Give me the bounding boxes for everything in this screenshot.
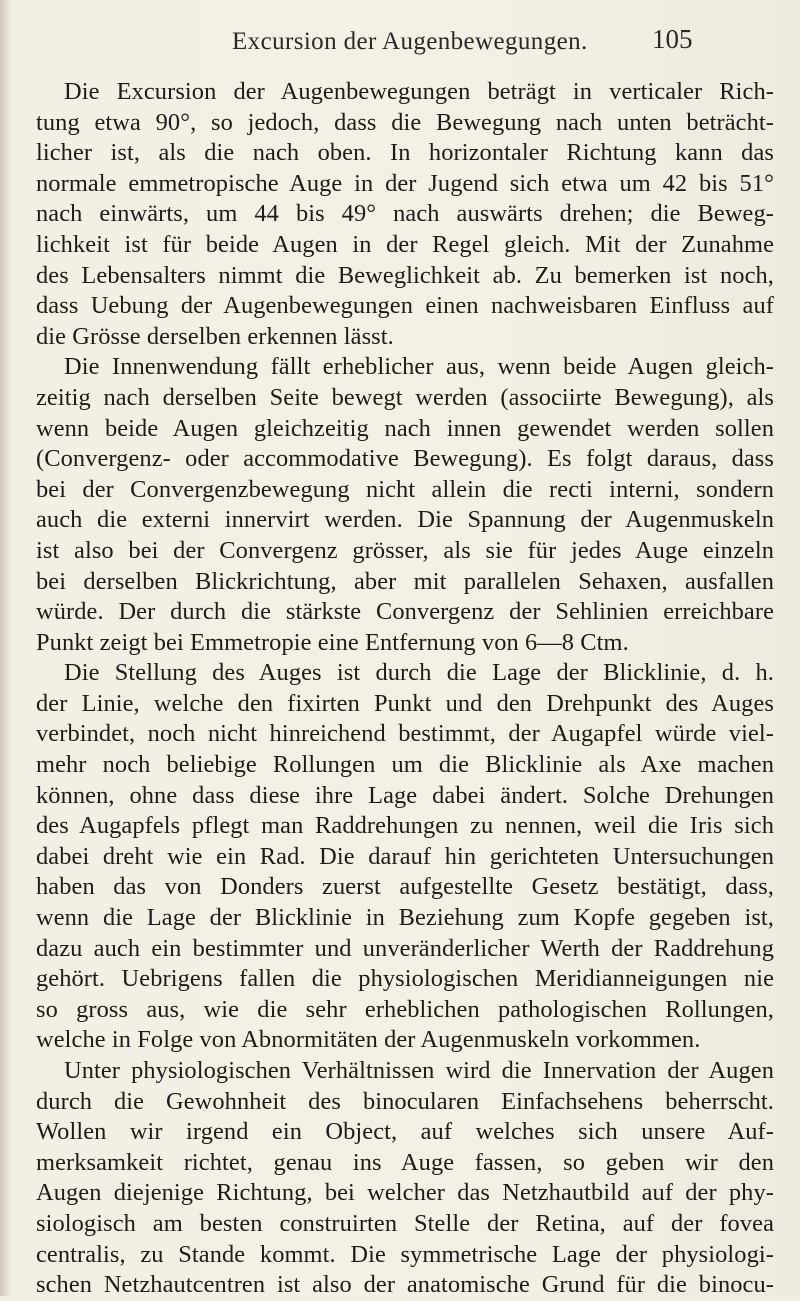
running-head bbox=[0, 24, 800, 64]
text-line: schen Netzhautcentren ist also der anatomische Grund für die binocu- bbox=[36, 1271, 774, 1299]
text-line: können, ohne dass diese ihre Lage dabei ändert. Solche Drehungen bbox=[36, 781, 774, 809]
text-line: centralis, zu Stande kommt. Die symmetrische Lage der physiologi- bbox=[36, 1240, 774, 1268]
text-line: dass Uebung der Augenbewegungen einen nachweisbaren Einfluss auf bbox=[36, 292, 774, 320]
text-line: die Grösse derselben erkennen lässt. bbox=[36, 322, 394, 350]
text-line: Augen diejenige Richtung, bei welcher das Netzhautbild auf der phy- bbox=[36, 1179, 774, 1207]
text-line: bei der Convergenzbewegung nicht allein die recti interni, sondern bbox=[36, 475, 774, 503]
text-line: des Augapfels pflegt man Raddrehungen zu nennen, weil die Iris sich bbox=[36, 812, 774, 840]
text-line: nach einwärts, um 44 bis 49° nach auswärts drehen; die Beweg- bbox=[36, 200, 774, 228]
text-line: der Linie, welche den fixirten Punkt und den Drehpunkt des Auges bbox=[36, 689, 774, 717]
body-text bbox=[36, 77, 774, 1301]
text-line: so gross aus, wie die sehr erheblichen pathologischen Rollungen, bbox=[36, 995, 774, 1023]
text-line: wenn die Lage der Blicklinie in Beziehung zum Kopfe gegeben ist, bbox=[36, 904, 774, 932]
text-line: mehr noch beliebige Rollungen um die Blicklinie als Axe machen bbox=[36, 751, 774, 779]
text-line: lichkeit ist für beide Augen in der Regel gleich. Mit der Zunahme bbox=[36, 230, 774, 258]
gutter-shadow bbox=[0, 0, 10, 1296]
text-line: Unter physiologischen Verhältnissen wird die Innervation der Augen bbox=[64, 1057, 774, 1084]
text-line: auch die externi innervirt werden. Die Spannung der Augenmuskeln bbox=[36, 506, 774, 534]
text-line: Die Stellung des Auges ist durch die Lage der Blicklinie, d. h. bbox=[64, 659, 774, 687]
text-line: Wollen wir irgend ein Object, auf welches sich unsere Auf- bbox=[36, 1118, 774, 1146]
text-line: merksamkeit richtet, genau ins Auge fassen, so geben wir den bbox=[36, 1148, 774, 1176]
text-line: dabei dreht wie ein Rad. Die darauf hin gerichteten Untersuchungen bbox=[36, 842, 774, 870]
text-line: dazu auch ein bestimmter und unveränderlicher Werth der Raddrehung bbox=[36, 934, 774, 962]
text-line: siologisch am besten construirten Stelle der Retina, auf der fovea bbox=[36, 1209, 774, 1237]
running-head-title: Excursion der Augenbewegungen. bbox=[232, 28, 588, 55]
text-line: zeitig nach derselben Seite bewegt werden (associirte Bewegung), als bbox=[36, 383, 774, 411]
text-line: durch die Gewohnheit des binocularen Einfachsehens beherrscht. bbox=[36, 1087, 774, 1115]
text-line: Punkt zeigt bei Emmetropie eine Entfernung von 6—8 Ctm. bbox=[36, 628, 629, 656]
text-line: gehört. Uebrigens fallen die physiologischen Meridianneigungen nie bbox=[36, 965, 774, 993]
page-number: 105 bbox=[652, 24, 693, 54]
text-line: wenn beide Augen gleichzeitig nach innen gewendet werden sollen bbox=[36, 414, 774, 442]
text-line: Die Innenwendung fällt erheblicher aus, wenn beide Augen gleich- bbox=[64, 353, 774, 381]
text-line: licher ist, als die nach oben. In horizontaler Richtung kann das bbox=[36, 139, 774, 167]
text-line: haben das von Donders zuerst aufgestellte Gesetz bestätigt, dass, bbox=[36, 873, 774, 901]
text-line: verbindet, noch nicht hinreichend bestimmt, der Augapfel würde viel- bbox=[36, 720, 774, 748]
text-line: (Convergenz- oder accommodative Bewegung). Es folgt daraus, dass bbox=[36, 445, 774, 473]
text-line: ist also bei der Convergenz grösser, als sie für jedes Auge einzeln bbox=[36, 536, 774, 564]
text-line: würde. Der durch die stärkste Convergenz der Sehlinien erreichbare bbox=[36, 598, 774, 626]
text-line: normale emmetropische Auge in der Jugend sich etwa um 42 bis 51° bbox=[36, 169, 774, 197]
text-line: tung etwa 90°, so jedoch, dass die Bewegung nach unten beträcht- bbox=[36, 108, 774, 136]
text-line: Die Excursion der Augenbewegungen beträgt in verticaler Rich- bbox=[64, 78, 774, 105]
text-line: bei derselben Blickrichtung, aber mit parallelen Sehaxen, ausfallen bbox=[36, 567, 774, 595]
text-line: welche in Folge von Abnormitäten der Augenmuskeln vorkommen. bbox=[36, 1026, 701, 1054]
text-line: des Lebensalters nimmt die Beweglichkeit ab. Zu bemerken ist noch, bbox=[36, 261, 774, 289]
